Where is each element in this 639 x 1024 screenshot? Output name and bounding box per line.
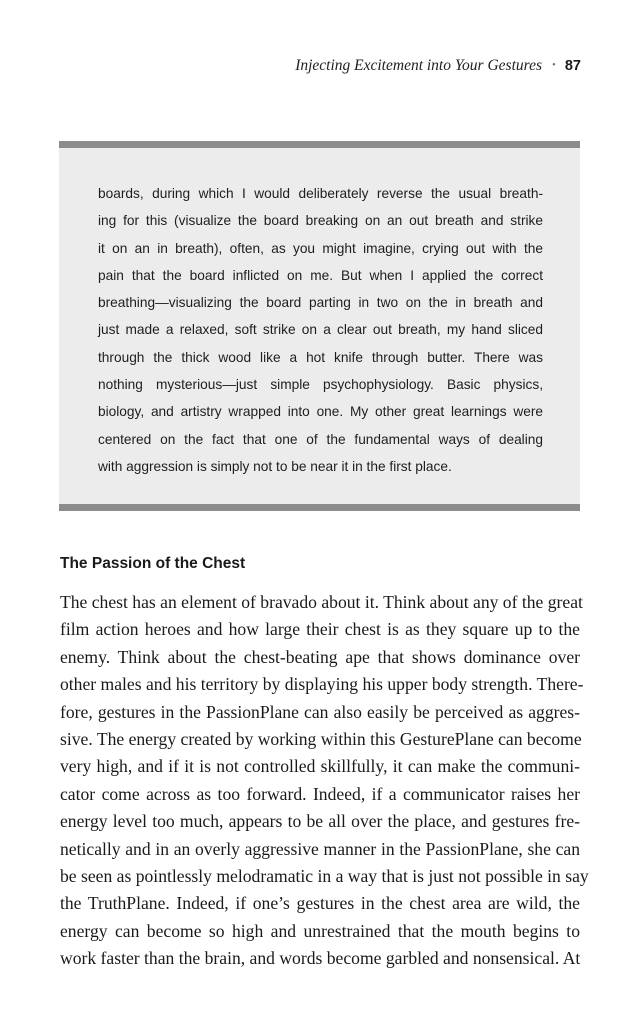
body-text [60, 589, 589, 972]
sidebar-line: ing for this (visualize the board breaking on an out breath and strike [98, 213, 543, 229]
sidebar-line: just made a relaxed, soft strike on a clear out breath, my hand sliced [98, 322, 543, 338]
running-head [295, 57, 581, 75]
sidebar-box [59, 141, 580, 511]
body-line: energy can become so high and unrestrained that the mouth begins to [60, 920, 580, 941]
sidebar-line: with aggression is simply not to be near it in the first place. [98, 458, 452, 474]
body-line: sive. The energy created by working within this GesturePlane can become [60, 728, 582, 749]
sidebar-line: nothing mysterious—just simple psychophysiology. Basic physics, [98, 377, 543, 393]
body-line: the TruthPlane. Indeed, if one’s gestures in the chest area are wild, the [60, 893, 580, 914]
body-line: fore, gestures in the PassionPlane can also easily be perceived as aggres- [60, 701, 580, 722]
body-line: enemy. Think about the chest-beating ape that shows dominance over [60, 646, 580, 667]
body-line: film action heroes and how large their chest is as they square up to the [60, 619, 580, 640]
body-line: very high, and if it is not controlled skillfully, it can make the communi- [60, 756, 580, 777]
sidebar-line: biology, and artistry wrapped into one. My other great learnings were [98, 404, 543, 420]
sidebar-line: pain that the board inflicted on me. But when I applied the correct [98, 267, 543, 283]
sidebar-line: centered on the fact that one of the fundamental ways of dealing [98, 431, 543, 447]
page-number: 87 [564, 58, 581, 74]
bullet-separator-icon: • [552, 59, 556, 71]
body-line: netically and in an overly aggressive manner in the PassionPlane, she can [60, 838, 580, 859]
body-line: work faster than the brain, and words become garbled and nonsensical. At [60, 948, 581, 969]
body-line: be seen as pointlessly melodramatic in a way that is just not possible in say [60, 865, 589, 886]
sidebar-text [98, 180, 543, 480]
sidebar-line: through the thick wood like a hot knife through butter. There was [98, 349, 543, 365]
body-line: The chest has an element of bravado about it. Think about any of the great [60, 592, 583, 612]
body-line: other males and his territory by displaying his upper body strength. There- [60, 674, 584, 695]
body-line: cator come across as too forward. Indeed, if a communicator raises her [60, 783, 580, 804]
section-heading: The Passion of the Chest [60, 555, 246, 572]
sidebar-line: boards, during which I would deliberately reverse the usual breath- [98, 186, 543, 201]
body-line: energy level too much, appears to be all over the place, and gestures fre- [60, 811, 580, 832]
running-head-title: Injecting Excitement into Your Gestures [295, 57, 542, 74]
sidebar-line: breathing—visualizing the board parting in two on the in breath and [98, 295, 543, 311]
sidebar-line: it on an in breath), often, as you might imagine, crying out with the [98, 240, 543, 256]
